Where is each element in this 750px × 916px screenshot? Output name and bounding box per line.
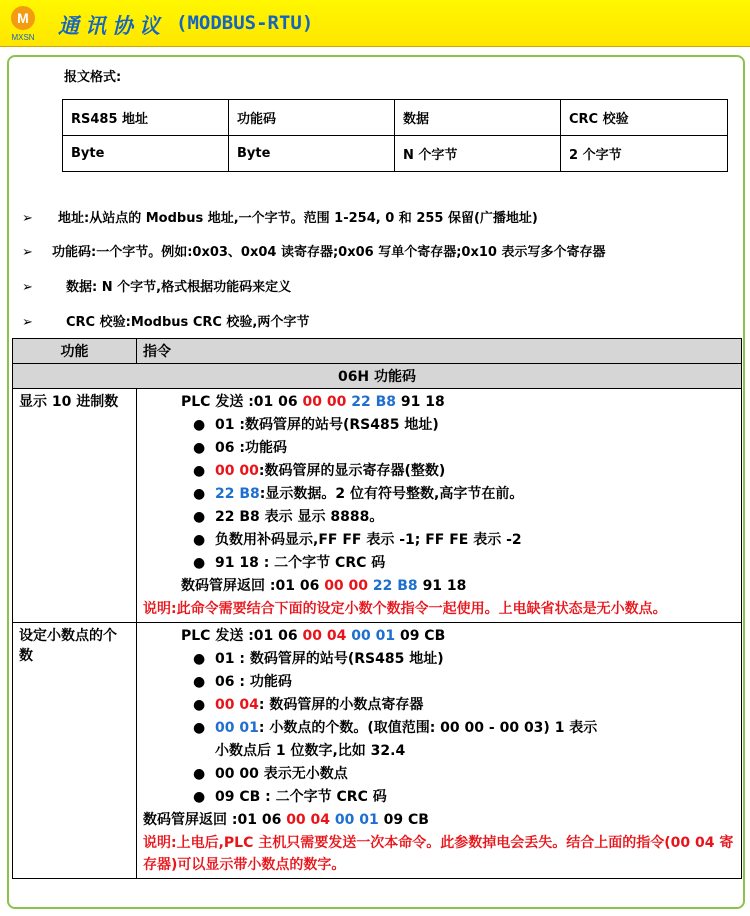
table-cell: Byte [63, 136, 229, 172]
bullet-address: ➢ 地址:从站点的 Modbus 地址,一个字节。范围 1-254, 0 和 255 保留(广播地址) [22, 211, 538, 226]
svg-text:M: M [17, 10, 29, 26]
bullet-data: ➢ 数据: N 个字节,格式根据功能码来定义 [22, 280, 292, 295]
table-cell: Byte [229, 136, 395, 172]
table-header-cell: 数据 [395, 100, 561, 136]
format-table [62, 99, 728, 172]
bullet-dot-icon: ● [193, 532, 206, 548]
list-item: ● 91 18 : 二个字节 CRC 码 [143, 552, 735, 575]
function-cell: 显示 10 进制数 [13, 389, 137, 623]
table-row [63, 100, 728, 136]
arrow-bullet-icon: ➢ [22, 211, 33, 226]
section-title: 06H 功能码 [13, 364, 742, 389]
table-row [13, 389, 742, 623]
plc-send-line: PLC 发送 :01 06 00 00 22 B8 91 18 [181, 394, 445, 410]
bullet-dot-icon: ● [193, 651, 206, 667]
function-cell: 设定小数点的个数 [13, 623, 137, 879]
arrow-bullet-icon: ➢ [22, 315, 33, 330]
bullet-dot-icon: ● [193, 674, 206, 690]
table-row [63, 136, 728, 172]
note-text: 说明:此命令需要结合下面的设定小数个数指令一起使用。上电缺省状态是无小数点。 [143, 601, 667, 617]
instruction-cell [137, 389, 742, 623]
list-item: ● 22 B8:显示数据。2 位有符号整数,高字节在前。 [143, 483, 735, 506]
table-row [13, 339, 742, 364]
arrow-bullet-icon: ➢ [22, 245, 33, 260]
list-item-continuation: 小数点后 1 位数字,比如 32.4 [215, 743, 406, 759]
table-cell: N 个字节 [395, 136, 561, 172]
bullet-dot-icon: ● [193, 697, 206, 713]
table-cell: 2 个字节 [561, 136, 728, 172]
bullet-dot-icon: ● [193, 789, 206, 805]
page-subtitle: (MODBUS-RTU) [176, 12, 314, 34]
format-label: 报文格式: [64, 70, 122, 85]
svg-text:MXSN: MXSN [11, 33, 35, 42]
list-item: ● 06 :功能码 [143, 437, 735, 460]
bullet-dot-icon: ● [193, 463, 206, 479]
return-line: 数码管屏返回 :01 06 00 00 22 B8 91 18 [181, 578, 467, 594]
table-header-cell: 功能码 [229, 100, 395, 136]
list-item: ● 01 :数码管屏的站号(RS485 地址) [143, 414, 735, 437]
table-row [13, 364, 742, 389]
arrow-bullet-icon: ➢ [22, 280, 33, 295]
page-title: 通讯协议 [58, 14, 166, 38]
list-item: ● 00 04: 数码管屏的小数点寄存器 [143, 694, 735, 717]
bullet-dot-icon: ● [193, 417, 206, 433]
plc-send-line: PLC 发送 :01 06 00 04 00 01 09 CB [181, 628, 446, 644]
table-header-cell: RS485 地址 [63, 100, 229, 136]
header-bar [0, 0, 750, 47]
table-header-func: 功能 [13, 339, 137, 364]
bullet-dot-icon: ● [193, 720, 206, 736]
table-header-cmd: 指令 [137, 339, 742, 364]
list-item: ● 22 B8 表示 显示 8888。 [143, 506, 735, 529]
bullet-dot-icon: ● [193, 766, 206, 782]
list-item: ● 00 00 表示无小数点 [143, 763, 735, 786]
bullet-function-code: ➢ 功能码:一个字节。例如:0x03、0x04 读寄存器;0x06 写单个寄存器;0x10 表示写多个寄存器 [22, 245, 606, 260]
table-row [13, 623, 742, 879]
bullet-crc: ➢ CRC 校验:Modbus CRC 校验,两个字节 [22, 315, 310, 330]
list-item: ● 06 : 功能码 [143, 671, 735, 694]
brand-logo [6, 4, 40, 42]
table-header-cell: CRC 校验 [561, 100, 728, 136]
list-item: ● 负数用补码显示,FF FF 表示 -1; FF FE 表示 -2 [143, 529, 735, 552]
bullet-dot-icon: ● [193, 509, 206, 525]
note-text: 说明:上电后,PLC 主机只需要发送一次本命令。此参数掉电会丢失。结合上面的指令(00 04 寄存器)可以显示带小数点的数字。 [143, 835, 734, 873]
list-item: ● 00 00:数码管屏的显示寄存器(整数) [143, 460, 735, 483]
list-item: ● 01 : 数码管屏的站号(RS485 地址) [143, 648, 735, 671]
list-item: ● 09 CB : 二个字节 CRC 码 [143, 786, 735, 809]
bullet-dot-icon: ● [193, 486, 206, 502]
bullet-dot-icon: ● [193, 555, 206, 571]
return-line: 数码管屏返回 :01 06 00 04 00 01 09 CB [143, 812, 429, 828]
bullet-dot-icon: ● [193, 440, 206, 456]
command-table [12, 338, 742, 879]
list-item: ● 00 01: 小数点的个数。(取值范围: 00 00 - 00 03) 1 表示 [143, 717, 735, 740]
instruction-cell [137, 623, 742, 879]
